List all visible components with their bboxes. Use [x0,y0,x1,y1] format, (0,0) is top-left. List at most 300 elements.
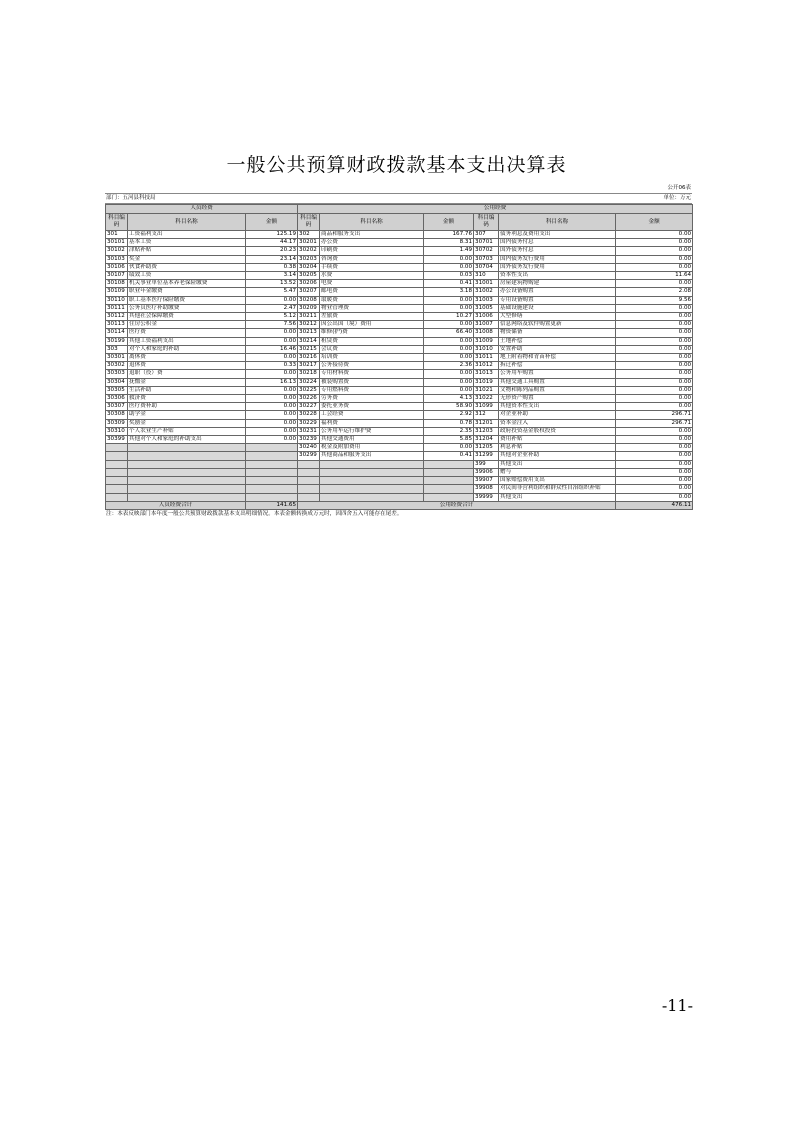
personnel-code-cell: 30399 [106,436,128,444]
public-code-2-cell: 30703 [474,255,499,263]
personnel-total-label: 人员经费合计 [106,501,246,509]
public-code-cell: 30209 [298,304,320,312]
public-amount-2-cell: 11.64 [616,272,693,280]
personnel-code-cell: 30302 [106,362,128,370]
personnel-total-value: 141.65 [246,501,298,509]
table-row [106,370,693,378]
public-name-2-cell: 政府投资基金股权投资 [499,427,616,435]
personnel-name-cell [128,468,246,476]
public-code-2-cell: 312 [474,411,499,419]
personnel-code-cell: 30303 [106,370,128,378]
table-meta-top [105,184,692,194]
public-code-2-cell: 307 [474,231,499,239]
public-amount-2-cell: 0.00 [616,477,693,485]
public-amount-2-cell: 296.71 [616,419,693,427]
public-name-2-cell: 国内债务发行费用 [499,255,616,263]
public-code-cell: 30204 [298,263,320,271]
public-amount-cell: 0.03 [424,272,474,280]
public-amount-cell: 0.00 [424,386,474,394]
personnel-name-cell: 生活补助 [128,386,246,394]
public-code-2-cell: 39906 [474,468,499,476]
public-code-2-cell: 31010 [474,345,499,353]
public-code-2-cell: 30704 [474,263,499,271]
personnel-amount-cell: 0.00 [246,403,298,411]
public-amount-2-cell: 0.00 [616,280,693,288]
public-code-cell [298,485,320,493]
personnel-code-cell [106,460,128,468]
public-amount-2-cell: 0.00 [616,354,693,362]
personnel-amount-cell: 0.00 [246,411,298,419]
table-row [106,263,693,271]
public-amount-2-cell: 296.71 [616,411,693,419]
public-name-2-cell: 资本性支出 [499,272,616,280]
public-name-2-cell: 其他支出 [499,493,616,501]
public-name-cell [320,485,424,493]
public-name-cell: 商品和服务支出 [320,231,424,239]
table-row [106,288,693,296]
public-name-2-cell: 大型修缮 [499,313,616,321]
public-amount-2-cell: 0.00 [616,337,693,345]
personnel-amount-cell: 0.00 [246,395,298,403]
personnel-code-cell: 30309 [106,419,128,427]
table-row [106,354,693,362]
public-name-2-cell: 国家赔偿费用支出 [499,477,616,485]
col-name-header: 科目名称 [128,214,246,231]
public-code-2-cell: 31205 [474,444,499,452]
personnel-header: 人员经费 [106,205,298,214]
personnel-code-cell: 30111 [106,304,128,312]
table-row [106,485,693,493]
public-code-2-cell: 30701 [474,239,499,247]
personnel-name-cell [128,444,246,452]
public-name-2-cell: 信息网络及软件购置更新 [499,321,616,329]
public-amount-cell: 0.41 [424,280,474,288]
table-row [106,493,693,501]
public-name-cell: 邮电费 [320,288,424,296]
personnel-name-cell: 助学金 [128,411,246,419]
public-amount-cell: 66.40 [424,329,474,337]
personnel-name-cell: 奖金 [128,255,246,263]
public-code-cell: 30217 [298,362,320,370]
personnel-amount-cell: 3.14 [246,272,298,280]
personnel-code-cell: 30305 [106,386,128,394]
personnel-code-cell: 30101 [106,239,128,247]
personnel-name-cell: 绩效工资 [128,272,246,280]
personnel-code-cell: 303 [106,345,128,353]
public-code-cell: 30212 [298,321,320,329]
public-amount-2-cell: 0.00 [616,493,693,501]
personnel-amount-cell: 0.38 [246,263,298,271]
public-name-cell: 取暖费 [320,296,424,304]
public-name-2-cell: 房屋建筑物购建 [499,280,616,288]
public-name-cell: 印刷费 [320,247,424,255]
public-code-cell [298,468,320,476]
public-code-2-cell: 310 [474,272,499,280]
public-code-2-cell: 31203 [474,427,499,435]
personnel-name-cell: 工资福利支出 [128,231,246,239]
public-name-2-cell: 物资储备 [499,329,616,337]
public-amount-cell: 0.00 [424,345,474,353]
public-name-cell: 公务接待费 [320,362,424,370]
public-amount-cell: 0.00 [424,304,474,312]
public-name-2-cell: 赠与 [499,468,616,476]
table-row [106,436,693,444]
personnel-amount-cell: 5.47 [246,288,298,296]
personnel-code-cell [106,485,128,493]
public-code-cell: 30226 [298,395,320,403]
personnel-amount-cell: 44.17 [246,239,298,247]
public-amount-2-cell: 0.00 [616,386,693,394]
table-row [106,329,693,337]
public-code-2-cell: 31019 [474,378,499,386]
public-amount-2-cell: 0.00 [616,403,693,411]
public-name-cell: 手续费 [320,263,424,271]
public-code-cell: 30224 [298,378,320,386]
public-code-2-cell: 31006 [474,313,499,321]
form-number: 公开06表 [667,185,691,191]
personnel-amount-cell: 20.23 [246,247,298,255]
public-name-2-cell: 国外债务发行费用 [499,263,616,271]
public-code-2-cell: 31021 [474,386,499,394]
totals-row [106,501,693,509]
public-amount-cell: 0.00 [424,255,474,263]
table-footnote: 注：本表反映部门本年度一般公共预算财政拨款基本支出明细情况。本表金额转换成万元时，因四舍五入可能存在尾差。 [106,510,403,517]
public-name-cell: 办公费 [320,239,424,247]
public-name-2-cell: 办公设备购置 [499,288,616,296]
table-row [106,411,693,419]
public-code-2-cell: 31007 [474,321,499,329]
public-name-2-cell: 基础设施建设 [499,304,616,312]
public-code-2-cell: 31003 [474,296,499,304]
public-code-cell: 30227 [298,403,320,411]
public-amount-cell: 2.36 [424,362,474,370]
public-code-cell: 30203 [298,255,320,263]
public-name-2-cell: 对民间非营利组织和群众性自治组织补贴 [499,485,616,493]
col-code-header: 科目编码 [474,214,499,231]
public-code-cell: 30239 [298,436,320,444]
public-amount-cell [424,460,474,468]
public-name-2-cell: 债务利息及费用支出 [499,231,616,239]
table-body [106,231,693,502]
personnel-name-cell: 退休费 [128,362,246,370]
personnel-code-cell: 30310 [106,427,128,435]
personnel-code-cell: 30112 [106,313,128,321]
table-row [106,378,693,386]
personnel-code-cell: 30199 [106,337,128,345]
public-name-2-cell: 无形资产购置 [499,395,616,403]
public-code-2-cell: 31099 [474,403,499,411]
public-amount-cell: 0.00 [424,337,474,345]
public-code-cell: 30211 [298,313,320,321]
public-total-value: 476.11 [616,501,693,509]
table-row [106,280,693,288]
personnel-amount-cell: 7.56 [246,321,298,329]
public-name-cell: 因公出国（境）费用 [320,321,424,329]
public-code-2-cell: 31012 [474,362,499,370]
public-amount-2-cell: 0.00 [616,370,693,378]
public-code-cell: 30214 [298,337,320,345]
public-code-2-cell: 399 [474,460,499,468]
public-header: 公用经费 [298,205,693,214]
department-label: 部门：五河县科技局 [106,195,156,201]
col-name-header: 科目名称 [320,214,424,231]
col-code-header: 科目编码 [298,214,320,231]
public-amount-cell: 58.90 [424,403,474,411]
table-row [106,296,693,304]
public-amount-cell: 1.49 [424,247,474,255]
personnel-name-cell: 奖励金 [128,419,246,427]
public-code-cell: 30202 [298,247,320,255]
public-name-cell: 专用材料费 [320,370,424,378]
personnel-amount-cell: 0.00 [246,427,298,435]
personnel-amount-cell: 0.00 [246,386,298,394]
public-name-cell: 其他商品和服务支出 [320,452,424,460]
personnel-amount-cell [246,477,298,485]
public-name-cell: 电费 [320,280,424,288]
public-amount-2-cell: 0.00 [616,452,693,460]
public-amount-cell: 3.18 [424,288,474,296]
public-amount-2-cell: 0.00 [616,239,693,247]
personnel-code-cell: 30109 [106,288,128,296]
personnel-code-cell: 30102 [106,247,128,255]
public-amount-2-cell: 0.00 [616,231,693,239]
personnel-amount-cell [246,468,298,476]
personnel-name-cell: 基本工资 [128,239,246,247]
public-name-cell: 工会经费 [320,411,424,419]
personnel-amount-cell: 0.00 [246,329,298,337]
public-code-cell: 30229 [298,419,320,427]
personnel-amount-cell [246,493,298,501]
table-row [106,239,693,247]
public-code-cell: 30231 [298,427,320,435]
public-code-cell [298,460,320,468]
public-amount-cell: 8.31 [424,239,474,247]
personnel-name-cell: 医疗费 [128,329,246,337]
public-code-2-cell: 31001 [474,280,499,288]
unit-label: 单位：万元 [663,195,691,201]
personnel-code-cell: 30114 [106,329,128,337]
personnel-amount-cell: 0.00 [246,436,298,444]
public-code-2-cell: 31204 [474,436,499,444]
public-name-cell: 其他交通费用 [320,436,424,444]
public-amount-2-cell: 0.00 [616,378,693,386]
public-code-cell: 30240 [298,444,320,452]
public-name-cell: 专用燃料费 [320,386,424,394]
public-code-cell: 30299 [298,452,320,460]
public-amount-cell: 0.00 [424,370,474,378]
public-name-cell: 租赁费 [320,337,424,345]
page-title: 一般公共预算财政拨款基本支出决算表 [226,154,567,176]
personnel-amount-cell [246,452,298,460]
public-amount-cell: 0.00 [424,321,474,329]
personnel-name-cell: 其他社会保障缴费 [128,313,246,321]
public-code-cell: 30215 [298,345,320,353]
col-amount-header: 金额 [424,214,474,231]
personnel-name-cell: 个人农业生产补贴 [128,427,246,435]
public-code-cell: 30206 [298,280,320,288]
personnel-name-cell: 其他工资福利支出 [128,337,246,345]
personnel-code-cell: 30113 [106,321,128,329]
public-code-2-cell: 31201 [474,419,499,427]
table-row [106,386,693,394]
table-meta-dept [105,194,692,204]
public-name-cell: 委托业务费 [320,403,424,411]
public-name-2-cell: 文物和陈列品购置 [499,386,616,394]
public-code-2-cell: 31013 [474,370,499,378]
col-amount-header: 金额 [616,214,693,231]
public-name-2-cell: 对企业补助 [499,411,616,419]
personnel-name-cell: 抚恤金 [128,378,246,386]
public-amount-cell: 4.13 [424,395,474,403]
personnel-name-cell: 公务员医疗补助缴费 [128,304,246,312]
personnel-name-cell [128,460,246,468]
table-row [106,477,693,485]
personnel-code-cell [106,493,128,501]
personnel-amount-cell [246,444,298,452]
personnel-code-cell [106,468,128,476]
personnel-name-cell: 机关事业单位基本养老保险缴费 [128,280,246,288]
public-amount-cell [424,468,474,476]
personnel-amount-cell [246,485,298,493]
public-amount-2-cell: 2.08 [616,288,693,296]
public-code-cell: 302 [298,231,320,239]
public-code-2-cell: 39907 [474,477,499,485]
public-amount-cell: 0.00 [424,296,474,304]
table-row [106,345,693,353]
personnel-amount-cell [246,460,298,468]
public-amount-2-cell: 0.00 [616,255,693,263]
public-amount-2-cell: 0.00 [616,321,693,329]
page-number: -11- [661,996,693,1015]
public-name-2-cell: 其他资本性支出 [499,403,616,411]
public-name-cell [320,468,424,476]
personnel-name-cell: 职工基本医疗保险缴费 [128,296,246,304]
personnel-code-cell [106,477,128,485]
table-row [106,452,693,460]
public-code-2-cell: 31011 [474,354,499,362]
public-code-2-cell: 30702 [474,247,499,255]
public-amount-cell [424,485,474,493]
personnel-name-cell: 伙食补助费 [128,263,246,271]
public-name-cell: 维修(护)费 [320,329,424,337]
public-name-cell: 物业管理费 [320,304,424,312]
public-name-cell [320,460,424,468]
public-amount-2-cell: 0.00 [616,485,693,493]
public-amount-2-cell: 0.00 [616,395,693,403]
personnel-amount-cell: 0.00 [246,296,298,304]
col-code-header: 科目编码 [106,214,128,231]
public-name-cell: 劳务费 [320,395,424,403]
personnel-amount-cell: 16.46 [246,345,298,353]
public-name-2-cell: 公务用车购置 [499,370,616,378]
public-code-cell: 30225 [298,386,320,394]
personnel-code-cell: 30106 [106,263,128,271]
personnel-amount-cell: 0.00 [246,337,298,345]
public-code-cell: 30201 [298,239,320,247]
personnel-name-cell: 住房公积金 [128,321,246,329]
public-name-cell: 水费 [320,272,424,280]
public-amount-2-cell: 0.00 [616,362,693,370]
public-amount-2-cell: 0.00 [616,460,693,468]
public-amount-2-cell: 0.00 [616,436,693,444]
public-name-cell: 被装购置费 [320,378,424,386]
table-row [106,321,693,329]
personnel-name-cell [128,485,246,493]
personnel-code-cell: 30307 [106,403,128,411]
personnel-amount-cell: 5.12 [246,313,298,321]
public-amount-cell: 0.00 [424,263,474,271]
personnel-code-cell: 30107 [106,272,128,280]
personnel-name-cell: 离休费 [128,354,246,362]
public-amount-cell: 167.76 [424,231,474,239]
expenditure-table [105,204,693,510]
public-amount-2-cell: 0.00 [616,263,693,271]
table-row [106,403,693,411]
public-amount-2-cell: 0.00 [616,247,693,255]
public-code-2-cell: 31022 [474,395,499,403]
personnel-amount-cell: 0.00 [246,370,298,378]
public-amount-cell: 5.85 [424,436,474,444]
public-code-2-cell: 31299 [474,452,499,460]
public-name-2-cell: 土地补偿 [499,337,616,345]
table-row [106,362,693,370]
personnel-amount-cell: 125.19 [246,231,298,239]
public-code-2-cell: 31009 [474,337,499,345]
personnel-name-cell: 退职（役）费 [128,370,246,378]
public-name-2-cell: 其他支出 [499,460,616,468]
public-name-cell: 会议费 [320,345,424,353]
public-name-2-cell: 国外债务付息 [499,247,616,255]
table-row [106,444,693,452]
personnel-amount-cell: 0.00 [246,419,298,427]
public-amount-2-cell: 0.00 [616,468,693,476]
public-amount-cell: 2.92 [424,411,474,419]
table-row [106,395,693,403]
public-name-2-cell: 利息补贴 [499,444,616,452]
public-name-cell: 咨询费 [320,255,424,263]
public-amount-cell: 0.00 [424,354,474,362]
header-row-columns [106,214,693,231]
personnel-code-cell: 30306 [106,395,128,403]
personnel-code-cell: 30110 [106,296,128,304]
public-amount-cell [424,477,474,485]
personnel-amount-cell: 16.13 [246,378,298,386]
table-row [106,304,693,312]
public-code-cell: 30228 [298,411,320,419]
public-name-2-cell: 专用设备购置 [499,296,616,304]
personnel-code-cell: 30108 [106,280,128,288]
public-code-2-cell: 31005 [474,304,499,312]
public-code-cell: 30208 [298,296,320,304]
public-total-label: 公用经费合计 [298,501,616,509]
personnel-name-cell [128,477,246,485]
public-name-2-cell: 安置补助 [499,345,616,353]
personnel-name-cell: 其他对个人和家庭的补助支出 [128,436,246,444]
public-amount-cell: 0.78 [424,419,474,427]
public-code-2-cell: 39999 [474,493,499,501]
public-amount-cell [424,493,474,501]
public-name-2-cell: 其他对企业补助 [499,452,616,460]
public-name-cell: 福利费 [320,419,424,427]
public-name-cell: 税金及附加费用 [320,444,424,452]
public-name-2-cell: 拆迁补偿 [499,362,616,370]
public-amount-cell: 10.27 [424,313,474,321]
table-row [106,255,693,263]
public-amount-2-cell: 0.00 [616,313,693,321]
header-row-groups [106,205,693,214]
public-code-cell: 30207 [298,288,320,296]
public-code-cell: 30205 [298,272,320,280]
